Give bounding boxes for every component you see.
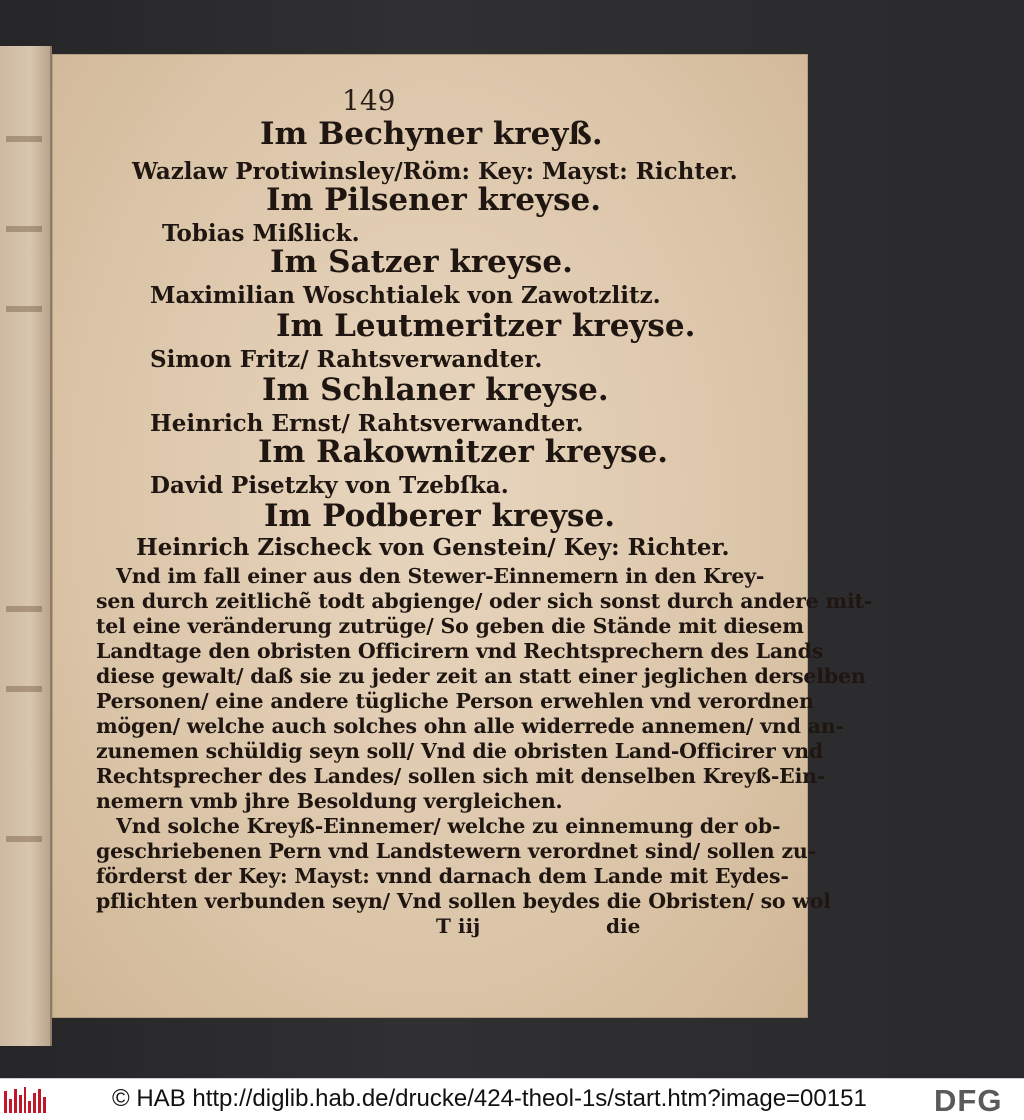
bleed-mark: [6, 686, 42, 692]
page-number: 149: [342, 84, 396, 117]
text-line: zunemen schüldig seyn soll/ Vnd die obristen Land-Officirer vnd: [96, 739, 824, 763]
district-heading: Im Podberer kreyse.: [264, 498, 616, 534]
text-line: Personen/ eine andere tügliche Person erwehlen vnd verordnen: [96, 689, 814, 713]
text-line: Vnd solche Kreyß-Einnemer/ welche zu einnemung der ob-: [116, 814, 781, 838]
bleed-mark: [6, 226, 42, 232]
district-heading: Im Schlaner kreyse.: [262, 372, 609, 408]
text-line: sen durch zeitlichẽ todt abgienge/ oder sich sonst durch andere mit-: [96, 589, 873, 613]
official-name: Maximilian Woschtialek von Zawotzlitz.: [150, 282, 661, 309]
book-page: [52, 54, 873, 1018]
district-heading: Im Satzer kreyse.: [270, 244, 573, 280]
official-name: Simon Fritz/ Rahtsverwandter.: [150, 346, 543, 373]
official-name: Tobias Mißlick.: [162, 220, 360, 247]
official-name: Heinrich Zischeck von Genstein/ Key: Richter.: [136, 534, 730, 561]
text-line: Rechtsprecher des Landes/ sollen sich mit denselben Kreyß-Ein-: [96, 764, 826, 788]
footer-credit-link[interactable]: © HAB http://diglib.hab.de/drucke/424-theol-1s/start.htm?image=00151: [112, 1085, 867, 1112]
district-heading: Im Bechyner kreyß.: [260, 116, 603, 152]
previous-page-edge: [0, 46, 52, 1046]
text-line: tel eine veränderung zutrüge/ So geben die Stände mit diesem: [96, 614, 804, 638]
text-line: nemern vmb jhre Besoldung vergleichen.: [96, 789, 563, 813]
text-line: geschriebenen Pern vnd Landstewern verordnet sind/ sollen zu-: [96, 839, 816, 863]
footer-bar: [0, 1078, 1024, 1120]
text-line: Landtage den obristen Officirern vnd Rechtsprechern des Lands: [96, 639, 824, 663]
bleed-mark: [6, 836, 42, 842]
district-heading: Im Leutmeritzer kreyse.: [276, 308, 696, 344]
hab-barcode-logo-icon[interactable]: [4, 1087, 46, 1113]
dfg-logo[interactable]: DFG: [934, 1083, 1003, 1118]
official-name: Heinrich Ernst/ Rahtsverwandter.: [150, 410, 584, 437]
text-line: diese gewalt/ daß sie zu jeder zeit an statt einer jeglichen derselben: [96, 664, 866, 688]
bleed-mark: [6, 606, 42, 612]
text-line: mögen/ welche auch solches ohn alle widerrede annemen/ vnd an-: [96, 714, 844, 738]
text-line: pflichten verbunden seyn/ Vnd sollen beydes die Obristen/ so wol: [96, 889, 831, 913]
district-heading: Im Rakownitzer kreyse.: [258, 434, 669, 470]
district-heading: Im Pilsener kreyse.: [266, 182, 602, 218]
official-name: David Pisetzky von Tzebſka.: [150, 472, 509, 499]
official-name: Wazlaw Protiwinsley/Röm: Key: Mayst: Richter.: [132, 158, 738, 185]
text-line: förderst der Key: Mayst: vnnd darnach dem Lande mit Eydes-: [96, 864, 789, 888]
bleed-mark: [6, 136, 42, 142]
signature-mark: T iij: [436, 914, 481, 938]
catchword: die: [606, 914, 641, 938]
text-line: Vnd im fall einer aus den Stewer-Einnemern in den Krey-: [116, 564, 765, 588]
bleed-mark: [6, 306, 42, 312]
